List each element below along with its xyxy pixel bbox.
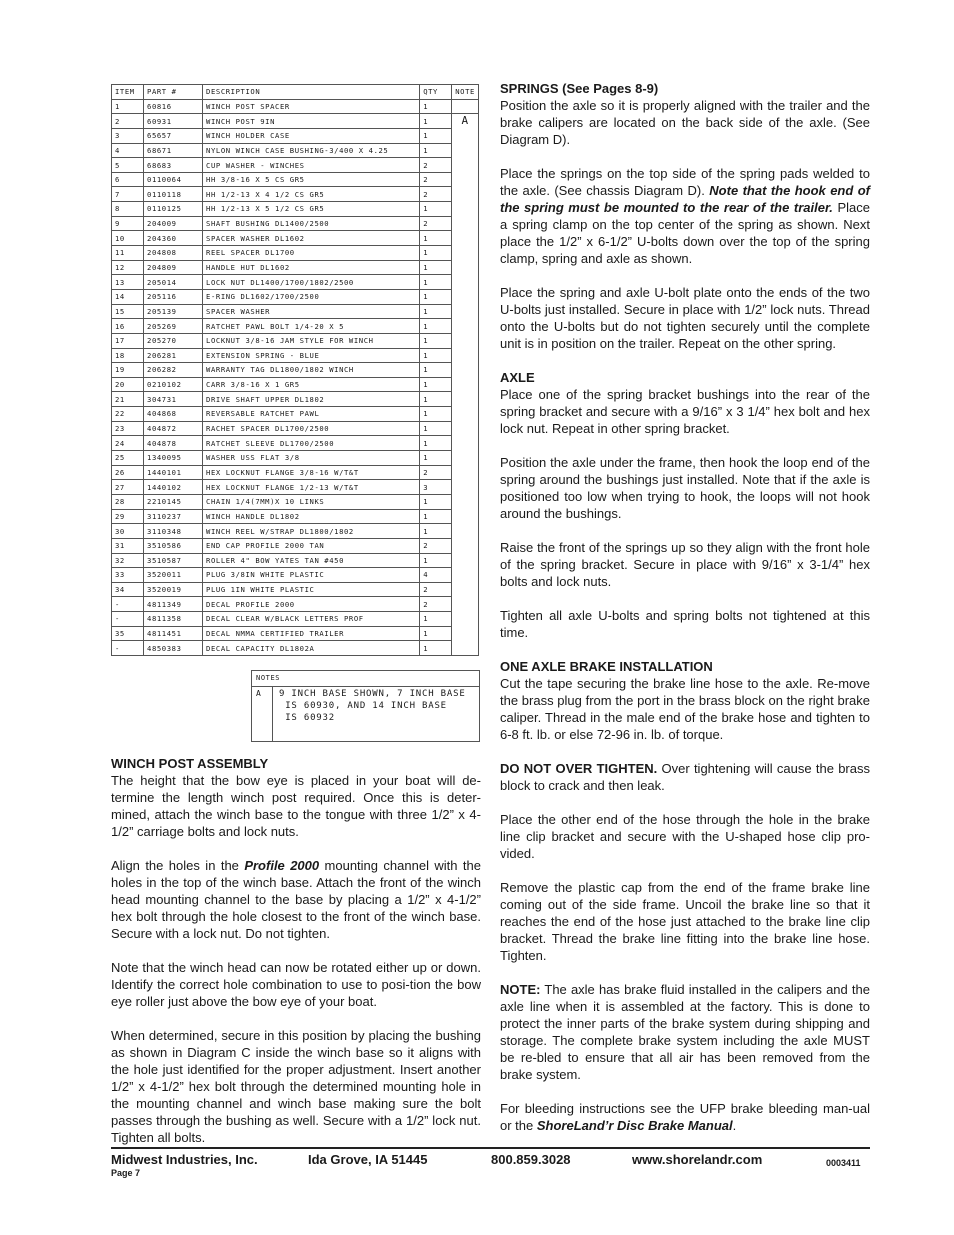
table-cell: 1 bbox=[420, 275, 452, 290]
table-cell: 33 bbox=[112, 568, 144, 583]
table-cell bbox=[452, 363, 479, 378]
table-cell bbox=[452, 392, 479, 407]
table-cell: CARR 3/8-16 X 1 GR5 bbox=[203, 377, 420, 392]
table-row bbox=[112, 216, 479, 231]
table-cell: 1 bbox=[420, 494, 452, 509]
table-cell bbox=[452, 216, 479, 231]
table-row bbox=[112, 480, 479, 495]
table-cell: 32 bbox=[112, 553, 144, 568]
table-cell: 18 bbox=[112, 348, 144, 363]
table-row bbox=[112, 612, 479, 627]
table-cell: 60816 bbox=[144, 99, 203, 114]
winch-post-paragraph: The height that the bow eye is placed in your boat will de-termine the length winch post required. Once this is deter-mined, attach the winch base to the tongue with three 1/2” x 4-1/2” carriage bolts and lock nuts. bbox=[111, 773, 481, 839]
table-row bbox=[112, 538, 479, 553]
table-cell bbox=[452, 436, 479, 451]
table-cell: 1 bbox=[420, 304, 452, 319]
table-cell: 7 bbox=[112, 187, 144, 202]
table-cell: 17 bbox=[112, 333, 144, 348]
table-cell: 11 bbox=[112, 246, 144, 261]
axle-paragraph: Raise the front of the springs up so they align with the front hole of the spring bracket. Secure in place with 9/16” x 3-1/4” hex bolts and lock nuts. bbox=[500, 540, 870, 589]
table-cell bbox=[452, 451, 479, 466]
table-cell: LOCKNUT 3/8-16 JAM STYLE FOR WINCH bbox=[203, 333, 420, 348]
table-cell: 1 bbox=[420, 289, 452, 304]
table-row bbox=[112, 260, 479, 275]
table-cell: 3510586 bbox=[144, 538, 203, 553]
table-cell: HH 1/2-13 X 4 1/2 CS GR5 bbox=[203, 187, 420, 202]
brake-paragraph: Remove the plastic cap from the end of the frame brake line coming out of the side frame. Uncoil the brake line so that it reaches the end of the hose just attached to the brake line clip bracket. Thread the brake line fitting into the brake line hose. Tighten. bbox=[500, 880, 870, 963]
table-row bbox=[112, 231, 479, 246]
footer-company: Midwest Industries, Inc. bbox=[111, 1152, 258, 1167]
table-cell: - bbox=[112, 597, 144, 612]
table-cell: 1 bbox=[420, 421, 452, 436]
table-cell bbox=[452, 582, 479, 597]
table-cell: 4811358 bbox=[144, 612, 203, 627]
table-cell: 205139 bbox=[144, 304, 203, 319]
table-cell: RATCHET SLEEVE DL1700/2500 bbox=[203, 436, 420, 451]
table-cell: 1 bbox=[420, 451, 452, 466]
axle-paragraph: Position the axle under the frame, then hook the loop end of the spring around the bushings just installed. Note that if the axle is positioned too low when trying to hook, the loops will not hook around the bushings. bbox=[500, 455, 870, 521]
table-cell: 20 bbox=[112, 377, 144, 392]
table-cell: 2 bbox=[420, 158, 452, 173]
table-cell: 204360 bbox=[144, 231, 203, 246]
table-cell: 14 bbox=[112, 289, 144, 304]
winch-post-paragraph: Note that the winch head can now be rotated either up or down. Identify the correct hole combination to use to posi-tion the bow eye roller just above the bow eye of your boat. bbox=[111, 960, 481, 1009]
brake-paragraph: Place the other end of the hose through the hole in the brake line clip bracket and secure with the U-shaped hose clip pro-vided. bbox=[500, 812, 870, 861]
brake-paragraph: NOTE: The axle has brake fluid installed in the calipers and the axle line when it is assembled at the factory. This is done to protect the inner parts of the brake system during shipping and storage. The complete brake system including the axle MUST be re-bled to ensure that all air has been removed from the brake system. bbox=[500, 982, 870, 1082]
table-cell: 28 bbox=[112, 494, 144, 509]
table-header-cell: NOTE bbox=[452, 85, 479, 100]
table-cell: 404872 bbox=[144, 421, 203, 436]
table-cell: 2 bbox=[420, 216, 452, 231]
springs-paragraph: Place the springs on the top side of the spring pads welded to the axle. (See chassis Diagram D). Note that the hook end of the spring must be mounted to the rear of the trailer. Place a spring clamp on the top center of the spring as shown. Next place the 1/2” x 6-1/2” U-bolts down over the top of the spring clamp, spring and axle as shown. bbox=[500, 166, 870, 266]
table-cell: ROLLER 4" BOW YATES TAN #450 bbox=[203, 553, 420, 568]
table-cell bbox=[452, 260, 479, 275]
table-cell: HH 1/2-13 X 5 1/2 CS GR5 bbox=[203, 202, 420, 217]
table-cell: HH 3/8-16 X 5 CS GR5 bbox=[203, 172, 420, 187]
table-cell bbox=[452, 612, 479, 627]
notes-label: A bbox=[252, 687, 273, 741]
table-row bbox=[112, 524, 479, 539]
table-cell bbox=[452, 641, 479, 656]
table-cell: 1 bbox=[420, 128, 452, 143]
table-cell: 12 bbox=[112, 260, 144, 275]
table-cell: 1 bbox=[420, 319, 452, 334]
table-cell: 30 bbox=[112, 524, 144, 539]
table-cell: 60931 bbox=[144, 114, 203, 129]
table-cell: 3 bbox=[112, 128, 144, 143]
notes-box bbox=[251, 670, 480, 742]
table-cell bbox=[452, 158, 479, 173]
table-cell: 1 bbox=[420, 612, 452, 627]
table-row bbox=[112, 626, 479, 641]
table-cell: WASHER USS FLAT 3/8 bbox=[203, 451, 420, 466]
parts-table-wrapper bbox=[111, 84, 481, 723]
table-cell: 1 bbox=[420, 260, 452, 275]
table-row bbox=[112, 99, 479, 114]
table-cell: 206281 bbox=[144, 348, 203, 363]
table-cell: EXTENSION SPRING - BLUE bbox=[203, 348, 420, 363]
table-cell: 6 bbox=[112, 172, 144, 187]
footer-city: Ida Grove, IA 51445 bbox=[308, 1152, 428, 1167]
table-row bbox=[112, 289, 479, 304]
table-cell: SPACER WASHER DL1602 bbox=[203, 231, 420, 246]
table-cell: 31 bbox=[112, 538, 144, 553]
table-cell: 1 bbox=[420, 246, 452, 261]
table-cell: 1340095 bbox=[144, 451, 203, 466]
table-cell: 1 bbox=[420, 99, 452, 114]
table-cell: E-RING DL1602/1700/2500 bbox=[203, 289, 420, 304]
table-cell: 205269 bbox=[144, 319, 203, 334]
table-row bbox=[112, 451, 479, 466]
table-cell: 68683 bbox=[144, 158, 203, 173]
table-cell: 2 bbox=[420, 172, 452, 187]
table-cell bbox=[452, 377, 479, 392]
table-cell: 13 bbox=[112, 275, 144, 290]
table-cell: A bbox=[452, 114, 479, 129]
table-cell: WINCH HOLDER CASE bbox=[203, 128, 420, 143]
table-cell: 205270 bbox=[144, 333, 203, 348]
table-row bbox=[112, 582, 479, 597]
notes-text: 9 INCH BASE SHOWN, 7 INCH BASE IS 60930, AND 14 INCH BASE IS 60932 bbox=[279, 689, 466, 723]
table-cell: 5 bbox=[112, 158, 144, 173]
table-cell: 4811451 bbox=[144, 626, 203, 641]
table-cell: 3510587 bbox=[144, 553, 203, 568]
table-cell: 10 bbox=[112, 231, 144, 246]
table-cell: 68671 bbox=[144, 143, 203, 158]
table-row bbox=[112, 333, 479, 348]
table-cell: 404868 bbox=[144, 407, 203, 422]
table-cell bbox=[452, 246, 479, 261]
brake-heading: ONE AXLE BRAKE INSTALLATION bbox=[500, 659, 713, 674]
table-cell bbox=[452, 99, 479, 114]
table-row bbox=[112, 363, 479, 378]
table-cell bbox=[452, 509, 479, 524]
table-cell: 0110125 bbox=[144, 202, 203, 217]
table-cell: 1 bbox=[420, 143, 452, 158]
table-row bbox=[112, 509, 479, 524]
table-cell: 1 bbox=[420, 231, 452, 246]
table-cell: DECAL CAPACITY DL1802A bbox=[203, 641, 420, 656]
table-cell: 9 bbox=[112, 216, 144, 231]
table-cell: SPACER WASHER bbox=[203, 304, 420, 319]
table-row bbox=[112, 407, 479, 422]
table-row bbox=[112, 436, 479, 451]
table-cell: WINCH POST 9IN bbox=[203, 114, 420, 129]
table-header-cell: DESCRIPTION bbox=[203, 85, 420, 100]
table-cell: WINCH HANDLE DL1802 bbox=[203, 509, 420, 524]
table-row bbox=[112, 465, 479, 480]
table-cell: SHAFT BUSHING DL1400/2500 bbox=[203, 216, 420, 231]
table-cell: PLUG 1IN WHITE PLASTIC bbox=[203, 582, 420, 597]
table-cell: 2 bbox=[420, 187, 452, 202]
table-cell: 1 bbox=[420, 553, 452, 568]
table-row bbox=[112, 641, 479, 656]
table-cell: DRIVE SHAFT UPPER DL1802 bbox=[203, 392, 420, 407]
footer-doc-number: 0003411 bbox=[826, 1158, 861, 1168]
table-row bbox=[112, 421, 479, 436]
table-cell: 4850383 bbox=[144, 641, 203, 656]
table-cell: 19 bbox=[112, 363, 144, 378]
table-cell: 15 bbox=[112, 304, 144, 319]
table-cell bbox=[452, 494, 479, 509]
table-row bbox=[112, 553, 479, 568]
table-row bbox=[112, 568, 479, 583]
table-cell: 1 bbox=[420, 363, 452, 378]
table-cell: 1 bbox=[420, 333, 452, 348]
table-cell: - bbox=[112, 641, 144, 656]
table-cell bbox=[452, 231, 479, 246]
table-cell bbox=[452, 568, 479, 583]
table-cell: 2 bbox=[112, 114, 144, 129]
table-cell: 1 bbox=[420, 377, 452, 392]
table-cell: LOCK NUT DL1400/1700/1802/2500 bbox=[203, 275, 420, 290]
table-row bbox=[112, 172, 479, 187]
table-cell: 1 bbox=[420, 524, 452, 539]
table-cell bbox=[452, 421, 479, 436]
table-cell bbox=[452, 143, 479, 158]
table-cell: 22 bbox=[112, 407, 144, 422]
table-cell: 8 bbox=[112, 202, 144, 217]
footer-website: www.shorelandr.com bbox=[632, 1152, 763, 1167]
table-cell bbox=[452, 538, 479, 553]
table-cell: HEX LOCKNUT FLANGE 1/2-13 W/T&T bbox=[203, 480, 420, 495]
table-cell: REEL SPACER DL1700 bbox=[203, 246, 420, 261]
table-cell bbox=[452, 128, 479, 143]
table-cell: 26 bbox=[112, 465, 144, 480]
table-cell: 24 bbox=[112, 436, 144, 451]
table-cell: 16 bbox=[112, 319, 144, 334]
table-cell: 2 bbox=[420, 582, 452, 597]
table-cell bbox=[452, 407, 479, 422]
table-header-cell: ITEM bbox=[112, 85, 144, 100]
table-cell: 206282 bbox=[144, 363, 203, 378]
brake-paragraph: DO NOT OVER TIGHTEN. Over tightening will cause the brass block to crack and then leak. bbox=[500, 761, 870, 793]
table-cell: WINCH REEL W/STRAP DL1800/1802 bbox=[203, 524, 420, 539]
table-cell: 35 bbox=[112, 626, 144, 641]
table-cell: 4811349 bbox=[144, 597, 203, 612]
table-cell bbox=[452, 480, 479, 495]
table-cell: 1 bbox=[420, 626, 452, 641]
table-cell bbox=[452, 172, 479, 187]
table-cell: 1 bbox=[112, 99, 144, 114]
table-cell: 1440102 bbox=[144, 480, 203, 495]
table-cell: 4 bbox=[420, 568, 452, 583]
table-cell: 2 bbox=[420, 538, 452, 553]
table-cell: 1 bbox=[420, 348, 452, 363]
table-cell: 23 bbox=[112, 421, 144, 436]
footer-rule bbox=[111, 1147, 870, 1149]
table-cell: 0110118 bbox=[144, 187, 203, 202]
table-cell: 404878 bbox=[144, 436, 203, 451]
table-cell: DECAL PROFILE 2000 bbox=[203, 597, 420, 612]
table-cell: 2 bbox=[420, 465, 452, 480]
table-row bbox=[112, 597, 479, 612]
table-cell bbox=[452, 202, 479, 217]
table-cell bbox=[452, 348, 479, 363]
table-row bbox=[112, 348, 479, 363]
brake-paragraph: Cut the tape securing the brake line hose to the axle. Re-move the brass plug from the port in the brass block on the right brake caliper. Thread in the male end of the brake hose and tighten to 6-8 ft. lb. or else 72-96 in. lb. of torque. bbox=[500, 676, 870, 742]
table-cell: 205116 bbox=[144, 289, 203, 304]
table-header-cell: PART # bbox=[144, 85, 203, 100]
table-row bbox=[112, 319, 479, 334]
winch-post-section bbox=[111, 755, 481, 1146]
table-row bbox=[112, 304, 479, 319]
table-row bbox=[112, 392, 479, 407]
table-cell: 3 bbox=[420, 480, 452, 495]
table-cell bbox=[452, 597, 479, 612]
table-cell: CUP WASHER - WINCHES bbox=[203, 158, 420, 173]
table-cell: 1 bbox=[420, 202, 452, 217]
table-cell: 2210145 bbox=[144, 494, 203, 509]
winch-post-paragraph: When determined, secure in this position by placing the bushing as shown in Diagram C inside the winch base so it aligns with the hole just identified for the proper adjustment. Insert another 1/2” x 4-1/2” hex bolt through the determined mounting hole in the mounting channel and winch base making sure the bolt passes through the bushing as well. Secure with a 1/2” lock nut. Tighten all bolts. bbox=[111, 1028, 481, 1145]
table-cell: 27 bbox=[112, 480, 144, 495]
table-cell: 3520011 bbox=[144, 568, 203, 583]
table-cell: 3110237 bbox=[144, 509, 203, 524]
footer-page: Page 7 bbox=[111, 1168, 141, 1178]
springs-heading: SPRINGS (See Pages 8-9) bbox=[500, 81, 659, 96]
table-cell bbox=[452, 465, 479, 480]
table-cell: 0110064 bbox=[144, 172, 203, 187]
table-row bbox=[112, 158, 479, 173]
axle-paragraph: Place one of the spring bracket bushings into the rear of the spring bracket and secure with a 9/16” x 3 1/4” hex bolt and hex lock nut. Repeat in other spring bracket. bbox=[500, 387, 870, 436]
table-cell: NYLON WINCH CASE BUSHING-3/400 X 4.25 bbox=[203, 143, 420, 158]
winch-post-heading: WINCH POST ASSEMBLY bbox=[111, 756, 269, 771]
table-cell: RATCHET PAWL BOLT 1/4-20 X 5 bbox=[203, 319, 420, 334]
table-cell: 205014 bbox=[144, 275, 203, 290]
table-row bbox=[112, 114, 479, 129]
table-cell: REVERSABLE RATCHET PAWL bbox=[203, 407, 420, 422]
table-row bbox=[112, 275, 479, 290]
table-header-row bbox=[112, 85, 479, 100]
table-cell: 3110348 bbox=[144, 524, 203, 539]
table-cell bbox=[452, 187, 479, 202]
table-cell bbox=[452, 553, 479, 568]
table-cell bbox=[452, 289, 479, 304]
table-cell: 2 bbox=[420, 597, 452, 612]
table-cell: 3520019 bbox=[144, 582, 203, 597]
brake-paragraph: For bleeding instructions see the UFP brake bleeding man-ual or the ShoreLand’r Disc Brake Manual. bbox=[500, 1101, 870, 1133]
winch-post-paragraph: Align the holes in the Profile 2000 mounting channel with the holes in the top of the winch base. Attach the front of the winch head mounting channel to the base by placing a 1/2” x 4-1/2” hex bolt through the hole closest to the front of the winch base. Secure with a lock nut. Do not tighten. bbox=[111, 858, 481, 941]
table-cell: DECAL CLEAR W/BLACK LETTERS PROF bbox=[203, 612, 420, 627]
table-row bbox=[112, 143, 479, 158]
notes-header: NOTES bbox=[252, 671, 479, 687]
table-row bbox=[112, 246, 479, 261]
table-cell: 4 bbox=[112, 143, 144, 158]
table-cell: 304731 bbox=[144, 392, 203, 407]
table-cell: HEX LOCKNUT FLANGE 3/8-16 W/T&T bbox=[203, 465, 420, 480]
axle-paragraph: Tighten all axle U-bolts and spring bolts not tightened at this time. bbox=[500, 608, 870, 640]
table-row bbox=[112, 377, 479, 392]
table-cell: DECAL NMMA CERTIFIED TRAILER bbox=[203, 626, 420, 641]
table-cell: 1 bbox=[420, 509, 452, 524]
table-cell: 29 bbox=[112, 509, 144, 524]
right-column bbox=[500, 80, 870, 1134]
footer-phone: 800.859.3028 bbox=[491, 1152, 571, 1167]
table-cell: 21 bbox=[112, 392, 144, 407]
table-row bbox=[112, 128, 479, 143]
springs-paragraph: Position the axle so it is properly aligned with the trailer and the brake calipers are located on the back side of the axle. (See Diagram D). bbox=[500, 98, 870, 147]
springs-paragraph: Place the spring and axle U-bolt plate onto the ends of the two U-bolts just installed. Secure in place with 1/2” lock nuts. Thread onto the U-bolts but do not tighten securely until the complete unit is in position on the trailer. Repeat on the other spring. bbox=[500, 285, 870, 351]
table-header-cell: QTY bbox=[420, 85, 452, 100]
table-cell: 204808 bbox=[144, 246, 203, 261]
table-cell: WARRANTY TAG DL1800/1802 WINCH bbox=[203, 363, 420, 378]
table-row bbox=[112, 187, 479, 202]
table-cell: RACHET SPACER DL1700/2500 bbox=[203, 421, 420, 436]
table-cell: 25 bbox=[112, 451, 144, 466]
table-cell: 1440101 bbox=[144, 465, 203, 480]
table-cell bbox=[452, 304, 479, 319]
table-cell: 1 bbox=[420, 436, 452, 451]
table-cell: 204009 bbox=[144, 216, 203, 231]
table-cell: HANDLE HUT DL1602 bbox=[203, 260, 420, 275]
table-cell bbox=[452, 333, 479, 348]
table-cell: 1 bbox=[420, 392, 452, 407]
table-cell: WINCH POST SPACER bbox=[203, 99, 420, 114]
table-cell: - bbox=[112, 612, 144, 627]
table-cell: 1 bbox=[420, 114, 452, 129]
table-cell: PLUG 3/8IN WHITE PLASTIC bbox=[203, 568, 420, 583]
parts-table bbox=[111, 84, 479, 656]
axle-heading: AXLE bbox=[500, 370, 535, 385]
table-cell: 204809 bbox=[144, 260, 203, 275]
table-cell: END CAP PROFILE 2000 TAN bbox=[203, 538, 420, 553]
table-cell: CHAIN 1/4(7MM)X 10 LINKS bbox=[203, 494, 420, 509]
table-row bbox=[112, 202, 479, 217]
table-cell bbox=[452, 524, 479, 539]
table-cell: 1 bbox=[420, 641, 452, 656]
table-cell: 34 bbox=[112, 582, 144, 597]
table-cell: 0210102 bbox=[144, 377, 203, 392]
table-cell bbox=[452, 319, 479, 334]
table-cell: 65657 bbox=[144, 128, 203, 143]
table-cell bbox=[452, 626, 479, 641]
table-row bbox=[112, 494, 479, 509]
table-cell: 1 bbox=[420, 407, 452, 422]
table-cell bbox=[452, 275, 479, 290]
